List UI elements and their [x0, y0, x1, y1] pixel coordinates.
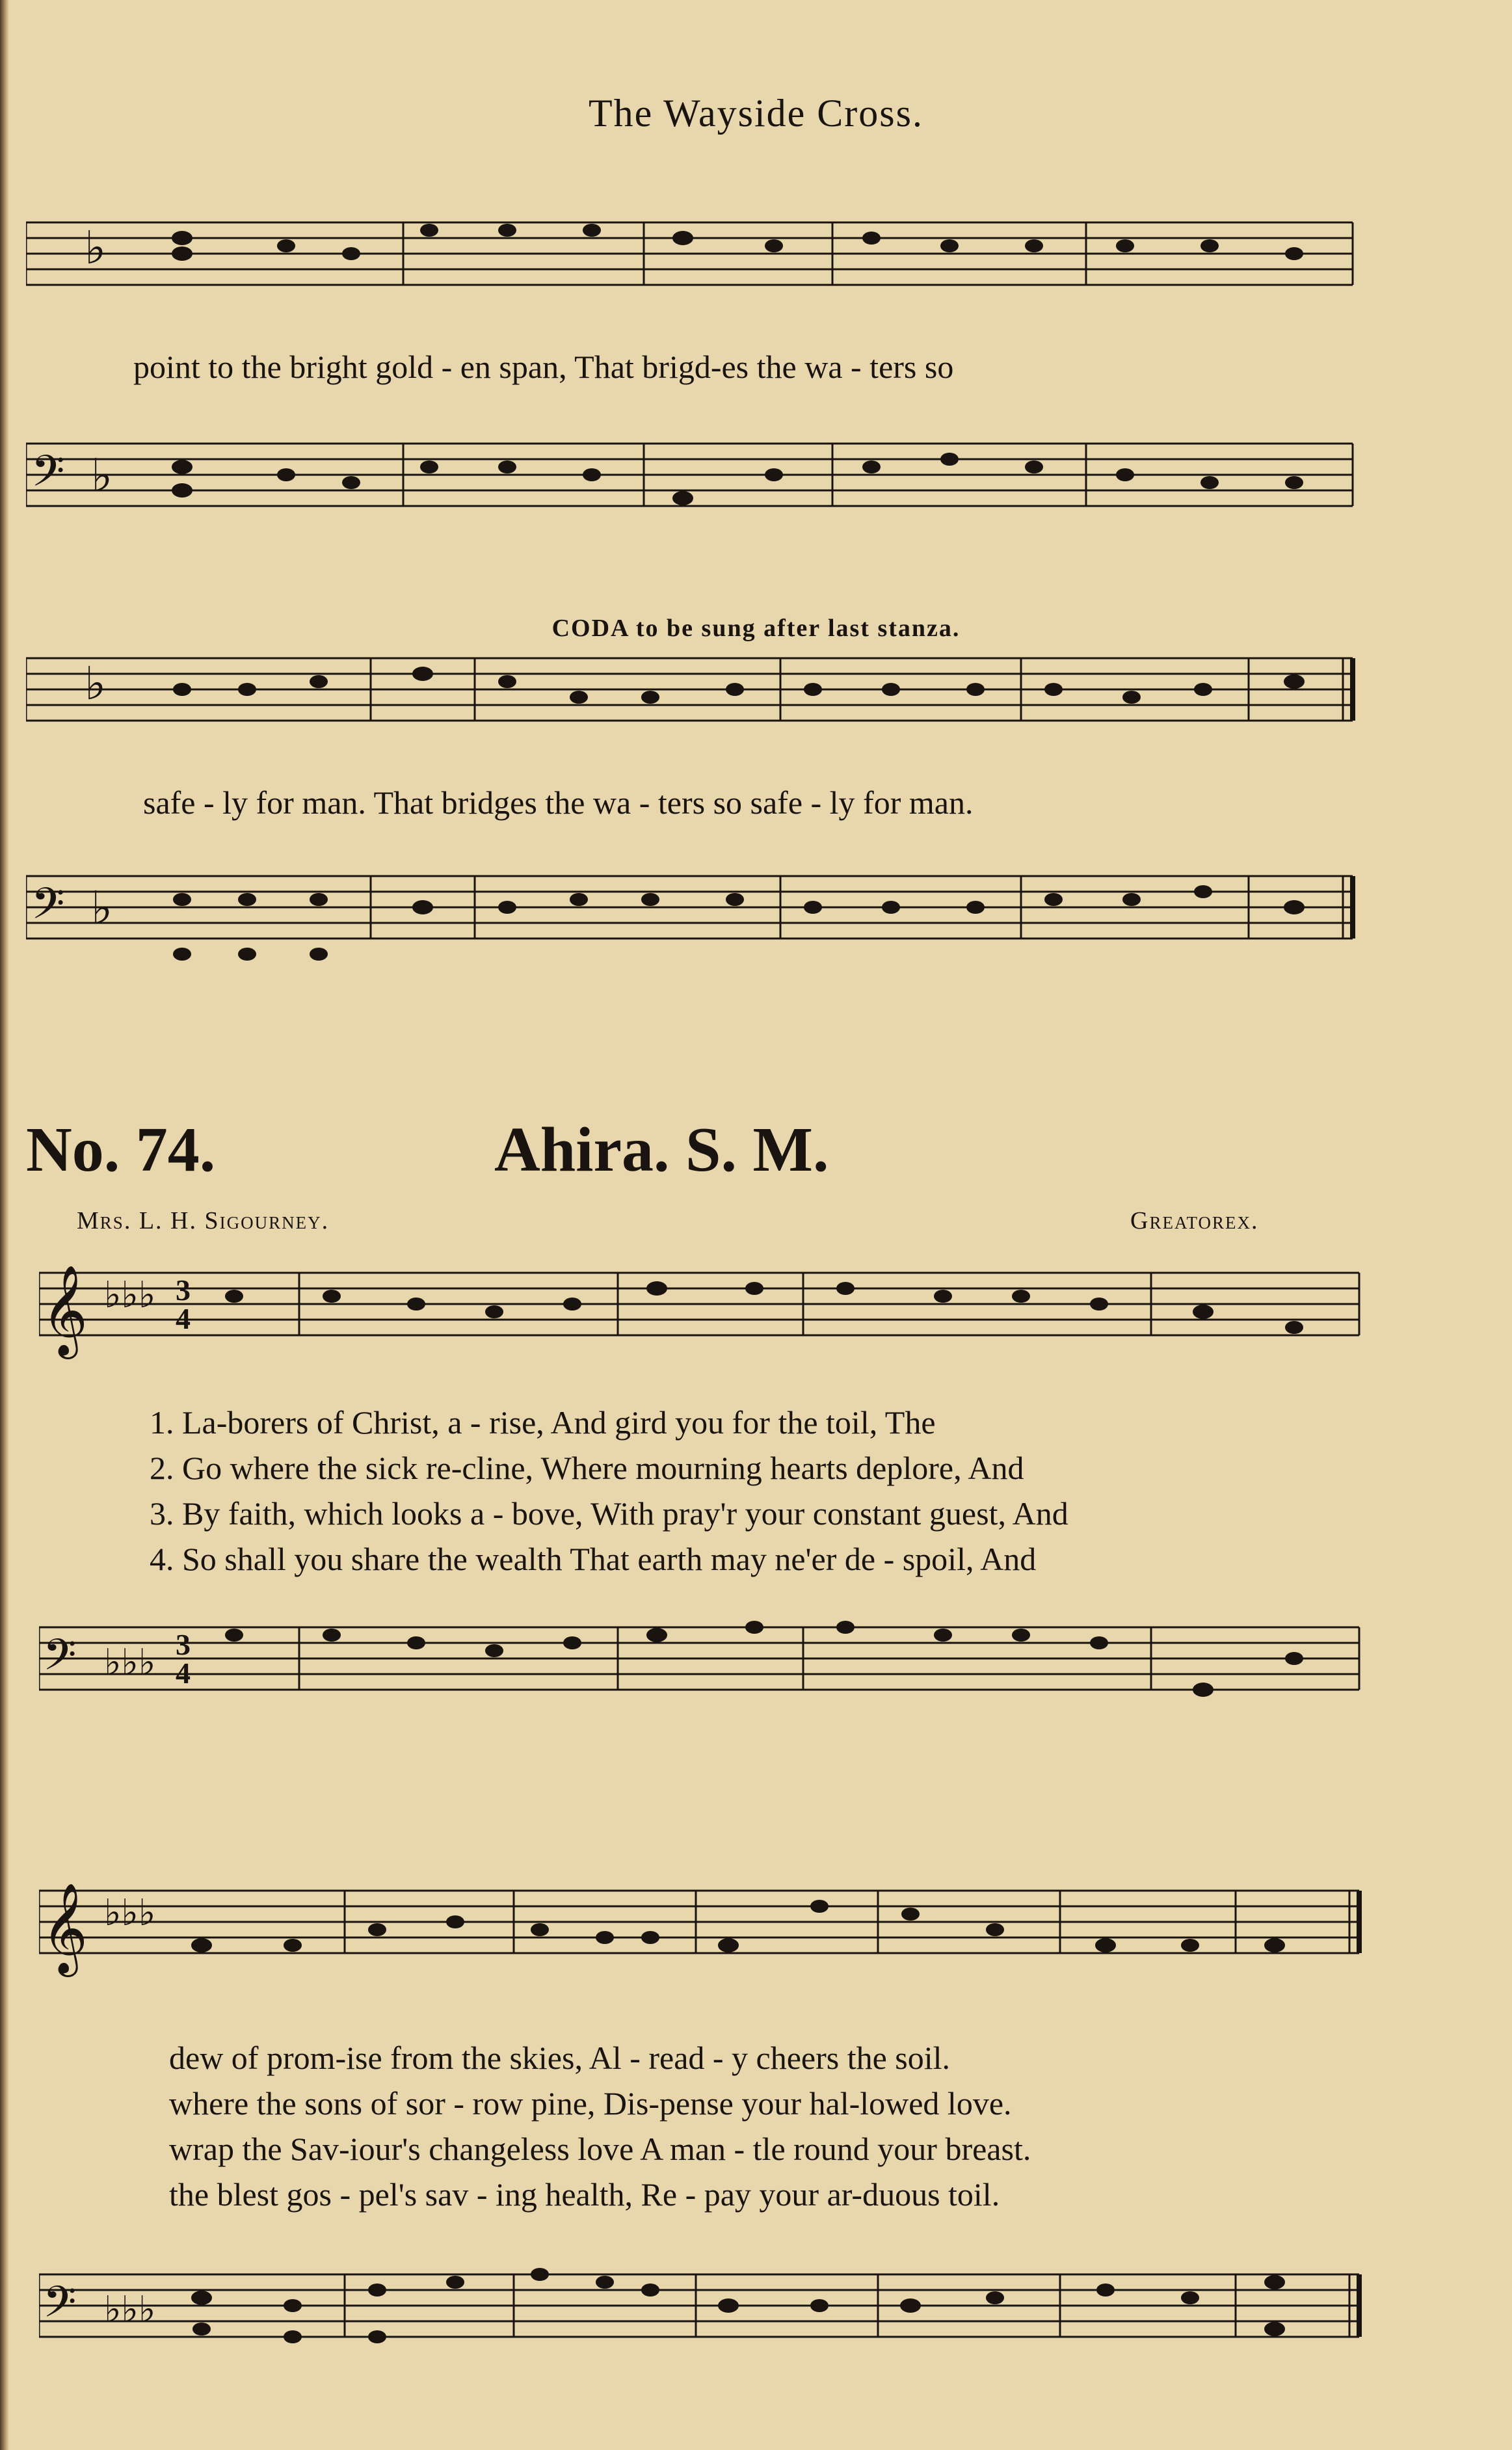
- svg-text:♭: ♭: [91, 884, 113, 934]
- bass-staff-4: [39, 2260, 1366, 2377]
- hymn-title: The Wayside Cross.: [588, 92, 923, 135]
- lyrics-line-1: point to the bright gold - en span, That brigd-es the wa - ters so: [133, 349, 954, 385]
- treble-staff-2: [26, 644, 1366, 741]
- verse-3-part-2: wrap the Sav-iour's changeless love A man - tle round your breast.: [169, 2131, 1031, 2167]
- treble-staff-4: [39, 1876, 1366, 1993]
- composer-credit: Greatorex.: [1130, 1207, 1259, 1234]
- svg-text:𝄢: 𝄢: [43, 2280, 77, 2337]
- page-binding-edge: [0, 0, 9, 2450]
- verse-1-part-2: dew of prom-ise from the skies, Al - read - y cheers the soil.: [169, 2040, 951, 2076]
- svg-text:𝄢: 𝄢: [31, 881, 65, 939]
- verse-2-part-1: 2. Go where the sick re-cline, Where mourning hearts deplore, And: [150, 1450, 1024, 1486]
- svg-text:4: 4: [176, 1302, 191, 1335]
- bass-staff-3: [39, 1613, 1366, 1730]
- hymn-title-2: Ahira. S. M.: [494, 1115, 829, 1185]
- svg-text:3: 3: [176, 1273, 191, 1307]
- svg-text:𝄞: 𝄞: [42, 1267, 88, 1353]
- svg-text:𝄢: 𝄢: [31, 449, 65, 506]
- bass-staff-2: [26, 862, 1366, 992]
- svg-text:♭: ♭: [85, 224, 107, 274]
- author-credit: Mrs. L. H. Sigourney.: [77, 1207, 330, 1234]
- treble-staff-3: [39, 1258, 1366, 1376]
- coda-instruction: CODA to be sung after last stanza.: [551, 615, 961, 642]
- treble-staff-1: [26, 208, 1366, 306]
- svg-text:4: 4: [176, 1657, 191, 1690]
- verse-1-part-1: 1. La-borers of Christ, a - rise, And gird you for the toil, The: [150, 1404, 936, 1441]
- lyrics-line-2: safe - ly for man. That bridges the wa - ters so safe - ly for man.: [143, 784, 974, 821]
- svg-text:𝄢: 𝄢: [43, 1632, 77, 1690]
- verse-3-part-1: 3. By faith, which looks a - bove, With pray'r your constant guest, And: [150, 1495, 1068, 1532]
- bass-staff-1: [26, 429, 1366, 553]
- svg-text:𝄞: 𝄞: [42, 1885, 88, 1971]
- svg-text:♭: ♭: [91, 451, 113, 501]
- svg-text:♭♭♭: ♭♭♭: [104, 1893, 156, 1934]
- verse-2-part-2: where the sons of sor - row pine, Dis-pense your hal-lowed love.: [169, 2085, 1012, 2122]
- hymn-number: No. 74.: [26, 1115, 216, 1185]
- svg-text:♭♭♭: ♭♭♭: [104, 1643, 156, 1683]
- svg-text:3: 3: [176, 1628, 191, 1661]
- svg-text:♭: ♭: [85, 659, 107, 710]
- verse-4-part-2: the blest gos - pel's sav - ing health, Re - pay your ar-duous toil.: [169, 2176, 1000, 2213]
- verse-4-part-1: 4. So shall you share the wealth That earth may ne'er de - spoil, And: [150, 1541, 1037, 1577]
- svg-text:♭♭♭: ♭♭♭: [104, 2290, 156, 2330]
- svg-text:♭♭♭: ♭♭♭: [104, 1275, 156, 1316]
